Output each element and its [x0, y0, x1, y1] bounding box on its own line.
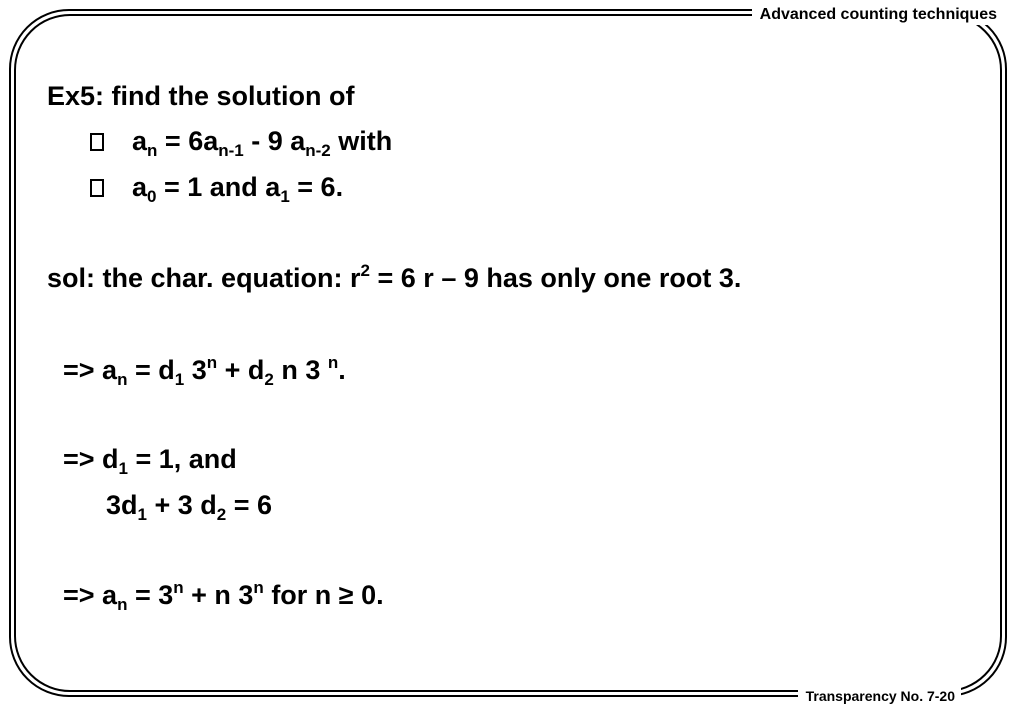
bullet-box-icon — [90, 133, 104, 151]
example-heading: Ex5: find the solution of — [47, 81, 355, 111]
recurrence-relation: $a_n = 6a_{n-1} - 9$ $a_{n-2}$ with — [90, 125, 392, 157]
header-title: Advanced counting techniques — [752, 5, 1001, 25]
initial-conditions: $a_0 = 1$ and $a_1 = 6$. — [90, 171, 343, 203]
final-solution: => $a_n = 3^n + n$ 3$^n$ for n ≥ 0. — [63, 578, 384, 614]
system-equation-2: $3d_1 + 3$ $d_2 = 6$ — [106, 490, 273, 524]
general-solution: => $a_n = d_1$ $3^n + d_2$ n 3 $^n$. — [63, 353, 346, 389]
characteristic-equation: sol: the char. equation: $r^2 = 6$ r – 9 has only one root 3. — [47, 261, 742, 293]
bullet-box-icon — [90, 179, 104, 197]
system-equation-1: => $d_1 = 1$, and — [63, 444, 237, 478]
transparency-number: Transparency No. 7-20 — [798, 686, 961, 706]
